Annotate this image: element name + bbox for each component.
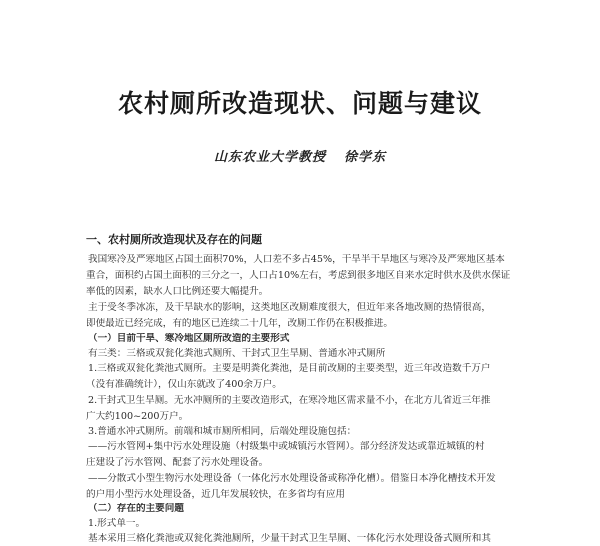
body-line: 1.三格或双瓮化粪池式厕所。主要是明粪化粪池，是目前改厕的主要类型，近三年改造数千万户 [88, 363, 491, 374]
body-line: 2.干封式卫生旱厕。无水冲厕所的主要改造形式，在寒冷地区需求量不小，在北方儿省近三年推 [88, 395, 491, 406]
body-line: 的户用小型污水处理设备，近几年发展较快，在多省均有应用 [86, 489, 346, 500]
body-line: 3.普通水冲式厕所。前端和城市厕所相同，后端处理设施包括： [88, 426, 357, 437]
body-line: 重合，面积约占国土面积的三分之一，人口占10%左右，考虑到很多地区自来水定时供水及供水保证 [86, 270, 511, 281]
subsection-heading: （二）存在的主要问题 [88, 503, 184, 514]
body-line: 有三类：三格或双瓮化粪池式厕所、干封式卫生旱厕、普通水冲式厕所 [88, 348, 386, 359]
body-line: 庄建设了污水管网、配套了污水处理设备。 [86, 457, 269, 468]
author-line [0, 146, 600, 165]
subsection-heading: （一）目前干旱、寒冷地区厕所改造的主要形式 [88, 333, 290, 344]
body-line: 我国寒冷及严寒地区占国土面积70%，人口差不多占45%，干旱半干旱地区与寒冷及严寒地区基本 [88, 254, 505, 265]
body-line: 率低的因素，缺水人口比例还要大幅提升。 [86, 286, 269, 297]
body-line: 即使最近已经完成，有的地区已连续二十几年，改厕工作仍在积极推进。 [86, 318, 393, 329]
body-line: 广大约100~200万户。 [86, 411, 189, 422]
author-name: 徐学东 [344, 150, 387, 165]
body-line: ——污水管网+集中污水处理设施（村级集中或城镇污水管网）。部分经济发达或靠近城镇的村 [88, 441, 485, 452]
body-line: 主于受冬季冰冻，及干旱缺水的影响，这类地区改厕难度很大，但近年来各地改厕的热情很高， [88, 302, 491, 313]
body-line: ——分散式小型生物污水处理设备（一体化污水处理设备或称净化槽）。借鉴日本净化槽技术开发 [88, 473, 496, 484]
body-line: 1.形式单一。 [88, 518, 146, 529]
section-heading: 一、农村厕所改造现状及存在的问题 [86, 233, 262, 246]
document-title: 农村厕所改造现状、问题与建议 [117, 89, 482, 118]
body-line: （没有准确统计），仅山东就改了400余万户。 [86, 379, 282, 390]
body-line: 基本采用三格化粪池或双瓮化粪池厕所，少量干封式卫生旱厕、一体化污水处理设备式厕所和其 [88, 533, 491, 544]
author-affiliation: 山东农业大学教授 [213, 150, 326, 165]
